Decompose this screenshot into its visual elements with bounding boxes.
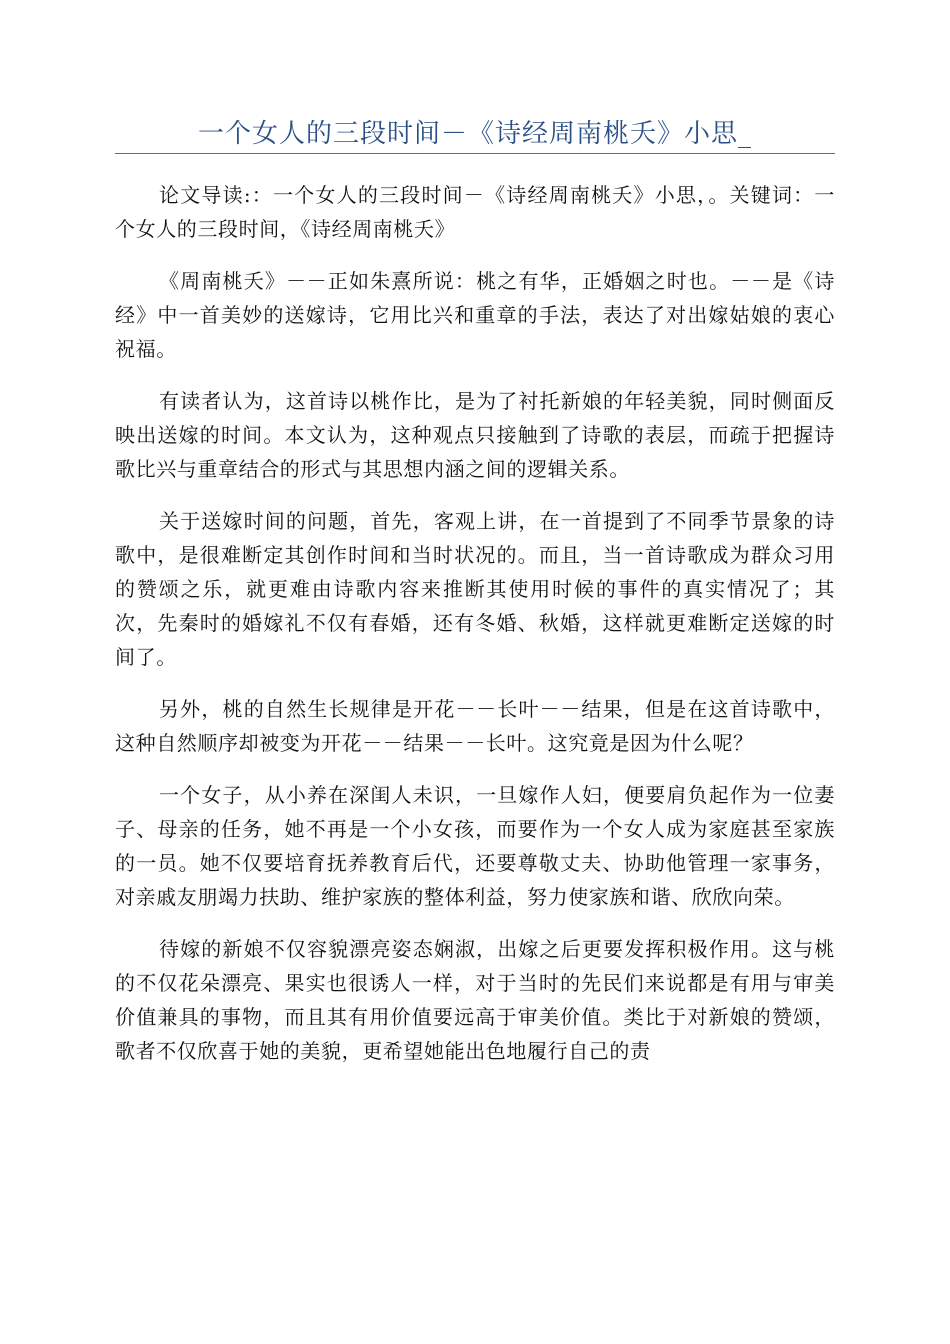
paragraph-abstract: 论文导读:：一个女人的三段时间－《诗经周南桃夭》小思，。关键词：一个女人的三段时间，《诗经周南桃夭》 <box>115 183 835 241</box>
document-title: 一个女人的三段时间－《诗经周南桃夭》小思_ <box>197 119 752 149</box>
paragraph: 一个女子，从小养在深闺人未识，一旦嫁作人妇，便要肩负起作为一位妻子、母亲的任务，她不再是一个小女孩，而要作为一个女人成为家庭甚至家族的一员。她不仅要培育抚养教育后代，还要尊敬丈夫、协助他管理一家事务，对亲戚友朋竭力扶助、维护家族的整体利益，努力使家族和谐、欣欣向荣。 <box>115 783 835 909</box>
title-underline <box>115 153 835 154</box>
paragraph: 《周南桃夭》－－正如朱熹所说：桃之有华，正婚姻之时也。－－是《诗经》中一首美妙的送嫁诗，它用比兴和重章的手法，表达了对出嫁姑娘的衷心祝福。 <box>115 269 835 361</box>
paragraph: 待嫁的新娘不仅容貌漂亮姿态娴淑，出嫁之后更要发挥积极作用。这与桃的不仅花朵漂亮、果实也很诱人一样，对于当时的先民们来说都是有用与审美价值兼具的事物，而且其有用价值要远高于审美价值。类比于对新娘的赞颂，歌者不仅欣喜于她的美貌，更希望她能出色地履行自己的责 <box>115 937 835 1063</box>
paragraph: 关于送嫁时间的问题，首先，客观上讲，在一首提到了不同季节景象的诗歌中，是很难断定其创作时间和当时状况的。而且，当一首诗歌成为群众习用的赞颂之乐，就更难由诗歌内容来推断其使用时候的事件的真实情况了；其次，先秦时的婚嫁礼不仅有春婚，还有冬婚、秋婚，这样就更难断定送嫁的时间了。 <box>115 509 835 669</box>
paragraph: 有读者认为，这首诗以桃作比，是为了衬托新娘的年轻美貌，同时侧面反映出送嫁的时间。本文认为，这种观点只接触到了诗歌的表层，而疏于把握诗歌比兴与重章结合的形式与其思想内涵之间的逻辑关系。 <box>115 389 835 481</box>
document-body <box>115 178 835 1086</box>
paragraph: 另外，桃的自然生长规律是开花－－长叶－－结果，但是在这首诗歌中，这种自然顺序却被变为开花－－结果－－长叶。这究竟是因为什么呢？ <box>115 697 835 755</box>
